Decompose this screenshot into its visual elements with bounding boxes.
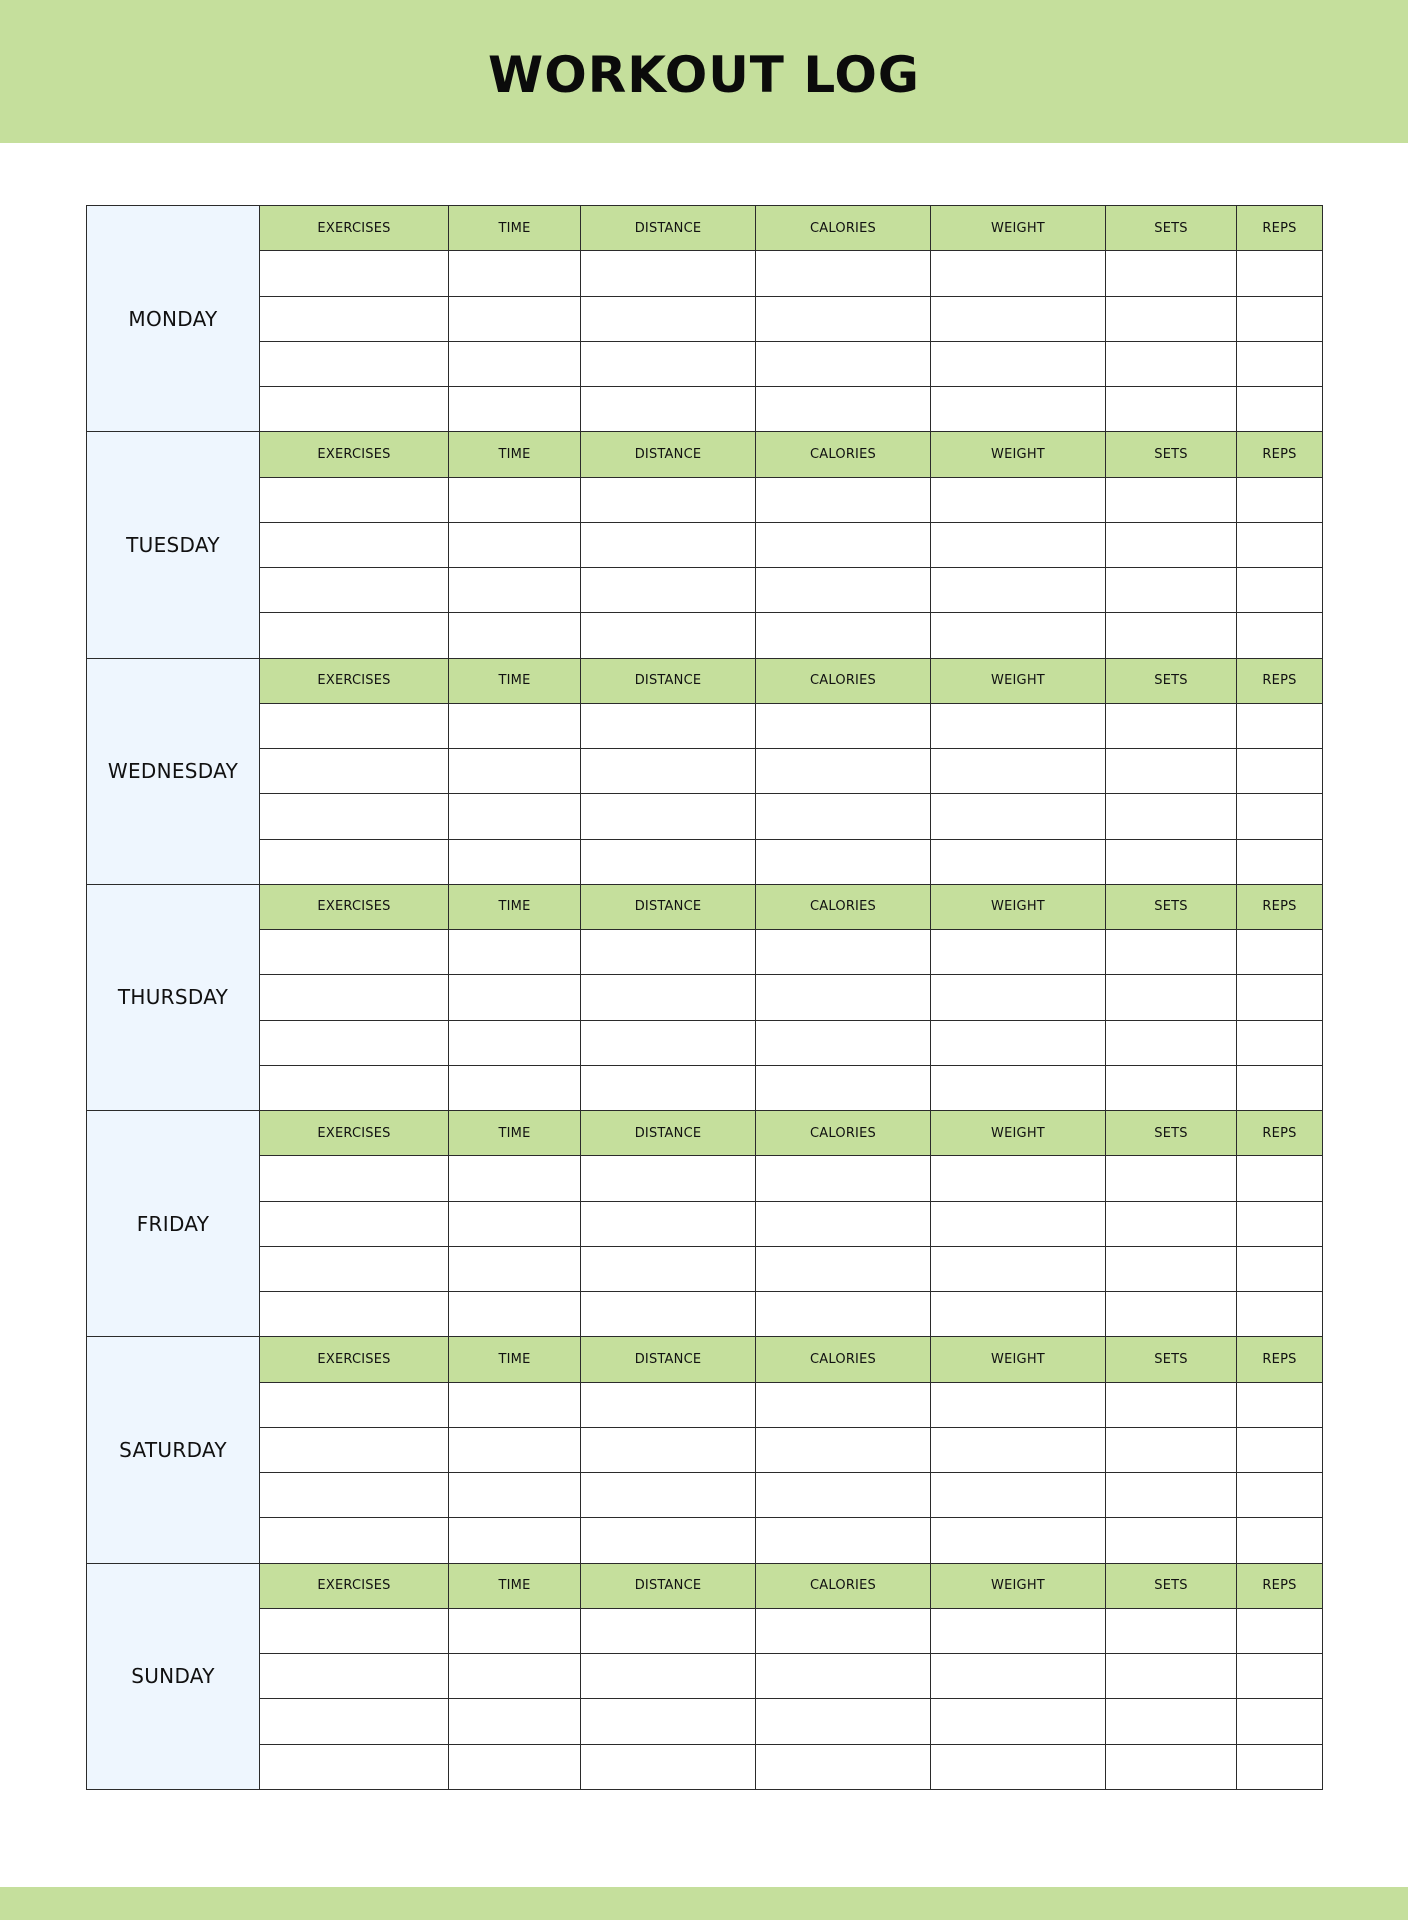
entry-cell-calories[interactable] bbox=[756, 1201, 931, 1246]
entry-cell-weight[interactable] bbox=[931, 522, 1106, 567]
entry-cell-reps[interactable] bbox=[1237, 251, 1323, 296]
entry-cell-exercises[interactable] bbox=[260, 794, 449, 839]
day-label-thursday: THURSDAY bbox=[87, 884, 260, 1110]
entry-cell-time[interactable] bbox=[449, 251, 581, 296]
workout-log-table bbox=[86, 205, 1323, 1790]
entry-cell-calories[interactable] bbox=[756, 1608, 931, 1653]
entry-cell-exercises[interactable] bbox=[260, 613, 449, 658]
column-header-sets: SETS bbox=[1106, 1111, 1237, 1156]
column-header-calories: CALORIES bbox=[756, 658, 931, 703]
entry-cell-time[interactable] bbox=[449, 1382, 581, 1427]
entry-cell-sets[interactable] bbox=[1106, 930, 1237, 975]
table-row bbox=[87, 1427, 1323, 1472]
entry-cell-distance[interactable] bbox=[581, 522, 756, 567]
entry-cell-reps[interactable] bbox=[1237, 1156, 1323, 1201]
entry-cell-weight[interactable] bbox=[931, 1201, 1106, 1246]
entry-cell-calories[interactable] bbox=[756, 794, 931, 839]
column-header-time: TIME bbox=[449, 1111, 581, 1156]
column-header-distance: DISTANCE bbox=[581, 658, 756, 703]
entry-cell-calories[interactable] bbox=[756, 1382, 931, 1427]
table-row bbox=[87, 1473, 1323, 1518]
day-header-row-monday bbox=[87, 206, 1323, 251]
table-row bbox=[87, 251, 1323, 296]
entry-cell-exercises[interactable] bbox=[260, 522, 449, 567]
entry-cell-calories[interactable] bbox=[756, 296, 931, 341]
workout-log-body bbox=[87, 206, 1323, 1790]
entry-cell-exercises[interactable] bbox=[260, 1020, 449, 1065]
entry-cell-distance[interactable] bbox=[581, 703, 756, 748]
table-row bbox=[87, 1065, 1323, 1110]
entry-cell-reps[interactable] bbox=[1237, 839, 1323, 884]
column-header-distance: DISTANCE bbox=[581, 1337, 756, 1382]
column-header-reps: REPS bbox=[1237, 1563, 1323, 1608]
column-header-reps: REPS bbox=[1237, 884, 1323, 929]
entry-cell-sets[interactable] bbox=[1106, 1744, 1237, 1789]
entry-cell-time[interactable] bbox=[449, 387, 581, 432]
entry-cell-time[interactable] bbox=[449, 1744, 581, 1789]
entry-cell-calories[interactable] bbox=[756, 1518, 931, 1563]
column-header-exercises: EXERCISES bbox=[260, 206, 449, 251]
table-row bbox=[87, 1518, 1323, 1563]
table-row bbox=[87, 1654, 1323, 1699]
column-header-sets: SETS bbox=[1106, 658, 1237, 703]
table-row bbox=[87, 1744, 1323, 1789]
entry-cell-exercises[interactable] bbox=[260, 1156, 449, 1201]
entry-cell-time[interactable] bbox=[449, 930, 581, 975]
entry-cell-calories[interactable] bbox=[756, 930, 931, 975]
entry-cell-weight[interactable] bbox=[931, 975, 1106, 1020]
entry-cell-exercises[interactable] bbox=[260, 1427, 449, 1472]
entry-cell-weight[interactable] bbox=[931, 839, 1106, 884]
column-header-weight: WEIGHT bbox=[931, 206, 1106, 251]
column-header-exercises: EXERCISES bbox=[260, 884, 449, 929]
entry-cell-distance[interactable] bbox=[581, 1699, 756, 1744]
entry-cell-sets[interactable] bbox=[1106, 1473, 1237, 1518]
column-header-time: TIME bbox=[449, 1337, 581, 1382]
entry-cell-sets[interactable] bbox=[1106, 1020, 1237, 1065]
entry-cell-sets[interactable] bbox=[1106, 1382, 1237, 1427]
column-header-weight: WEIGHT bbox=[931, 884, 1106, 929]
entry-cell-weight[interactable] bbox=[931, 251, 1106, 296]
entry-cell-reps[interactable] bbox=[1237, 749, 1323, 794]
table-row bbox=[87, 387, 1323, 432]
column-header-reps: REPS bbox=[1237, 432, 1323, 477]
entry-cell-time[interactable] bbox=[449, 296, 581, 341]
entry-cell-time[interactable] bbox=[449, 477, 581, 522]
entry-cell-reps[interactable] bbox=[1237, 613, 1323, 658]
entry-cell-weight[interactable] bbox=[931, 477, 1106, 522]
entry-cell-exercises[interactable] bbox=[260, 477, 449, 522]
entry-cell-sets[interactable] bbox=[1106, 749, 1237, 794]
table-row bbox=[87, 522, 1323, 567]
entry-cell-distance[interactable] bbox=[581, 568, 756, 613]
entry-cell-calories[interactable] bbox=[756, 341, 931, 386]
entry-cell-reps[interactable] bbox=[1237, 1201, 1323, 1246]
entry-cell-exercises[interactable] bbox=[260, 341, 449, 386]
entry-cell-sets[interactable] bbox=[1106, 296, 1237, 341]
entry-cell-reps[interactable] bbox=[1237, 703, 1323, 748]
table-row bbox=[87, 1201, 1323, 1246]
entry-cell-exercises[interactable] bbox=[260, 1608, 449, 1653]
entry-cell-distance[interactable] bbox=[581, 839, 756, 884]
entry-cell-calories[interactable] bbox=[756, 613, 931, 658]
entry-cell-distance[interactable] bbox=[581, 1518, 756, 1563]
entry-cell-time[interactable] bbox=[449, 703, 581, 748]
table-row bbox=[87, 341, 1323, 386]
column-header-distance: DISTANCE bbox=[581, 206, 756, 251]
footer-band bbox=[0, 1887, 1408, 1920]
column-header-weight: WEIGHT bbox=[931, 1111, 1106, 1156]
column-header-distance: DISTANCE bbox=[581, 884, 756, 929]
entry-cell-exercises[interactable] bbox=[260, 1201, 449, 1246]
entry-cell-exercises[interactable] bbox=[260, 568, 449, 613]
entry-cell-reps[interactable] bbox=[1237, 568, 1323, 613]
entry-cell-exercises[interactable] bbox=[260, 749, 449, 794]
entry-cell-time[interactable] bbox=[449, 1292, 581, 1337]
entry-cell-sets[interactable] bbox=[1106, 387, 1237, 432]
entry-cell-distance[interactable] bbox=[581, 1201, 756, 1246]
entry-cell-weight[interactable] bbox=[931, 568, 1106, 613]
entry-cell-distance[interactable] bbox=[581, 1246, 756, 1291]
entry-cell-distance[interactable] bbox=[581, 975, 756, 1020]
column-header-exercises: EXERCISES bbox=[260, 1111, 449, 1156]
entry-cell-time[interactable] bbox=[449, 1654, 581, 1699]
entry-cell-calories[interactable] bbox=[756, 975, 931, 1020]
entry-cell-reps[interactable] bbox=[1237, 1473, 1323, 1518]
column-header-weight: WEIGHT bbox=[931, 1563, 1106, 1608]
entry-cell-time[interactable] bbox=[449, 1473, 581, 1518]
table-row bbox=[87, 296, 1323, 341]
day-header-row-sunday bbox=[87, 1563, 1323, 1608]
table-row bbox=[87, 1020, 1323, 1065]
table-row bbox=[87, 568, 1323, 613]
column-header-reps: REPS bbox=[1237, 206, 1323, 251]
entry-cell-reps[interactable] bbox=[1237, 1744, 1323, 1789]
entry-cell-weight[interactable] bbox=[931, 1744, 1106, 1789]
entry-cell-weight[interactable] bbox=[931, 1427, 1106, 1472]
column-header-calories: CALORIES bbox=[756, 1337, 931, 1382]
entry-cell-weight[interactable] bbox=[931, 1518, 1106, 1563]
entry-cell-exercises[interactable] bbox=[260, 1382, 449, 1427]
entry-cell-time[interactable] bbox=[449, 1020, 581, 1065]
entry-cell-distance[interactable] bbox=[581, 613, 756, 658]
entry-cell-distance[interactable] bbox=[581, 1744, 756, 1789]
page-title: WORKOUT LOG bbox=[488, 45, 920, 104]
entry-cell-weight[interactable] bbox=[931, 1020, 1106, 1065]
entry-cell-calories[interactable] bbox=[756, 839, 931, 884]
table-row bbox=[87, 1699, 1323, 1744]
table-row bbox=[87, 1156, 1323, 1201]
day-header-row-wednesday bbox=[87, 658, 1323, 703]
entry-cell-weight[interactable] bbox=[931, 1699, 1106, 1744]
entry-cell-distance[interactable] bbox=[581, 477, 756, 522]
column-header-time: TIME bbox=[449, 658, 581, 703]
entry-cell-sets[interactable] bbox=[1106, 251, 1237, 296]
column-header-calories: CALORIES bbox=[756, 884, 931, 929]
table-row bbox=[87, 1292, 1323, 1337]
table-row bbox=[87, 613, 1323, 658]
entry-cell-sets[interactable] bbox=[1106, 1608, 1237, 1653]
entry-cell-distance[interactable] bbox=[581, 1654, 756, 1699]
entry-cell-calories[interactable] bbox=[756, 568, 931, 613]
entry-cell-calories[interactable] bbox=[756, 522, 931, 567]
entry-cell-calories[interactable] bbox=[756, 703, 931, 748]
entry-cell-exercises[interactable] bbox=[260, 1654, 449, 1699]
entry-cell-time[interactable] bbox=[449, 1065, 581, 1110]
entry-cell-exercises[interactable] bbox=[260, 296, 449, 341]
entry-cell-distance[interactable] bbox=[581, 387, 756, 432]
column-header-calories: CALORIES bbox=[756, 432, 931, 477]
entry-cell-exercises[interactable] bbox=[260, 839, 449, 884]
entry-cell-reps[interactable] bbox=[1237, 794, 1323, 839]
entry-cell-time[interactable] bbox=[449, 794, 581, 839]
entry-cell-weight[interactable] bbox=[931, 1246, 1106, 1291]
entry-cell-weight[interactable] bbox=[931, 1292, 1106, 1337]
entry-cell-exercises[interactable] bbox=[260, 1292, 449, 1337]
entry-cell-sets[interactable] bbox=[1106, 703, 1237, 748]
column-header-calories: CALORIES bbox=[756, 206, 931, 251]
entry-cell-exercises[interactable] bbox=[260, 975, 449, 1020]
entry-cell-sets[interactable] bbox=[1106, 1201, 1237, 1246]
entry-cell-reps[interactable] bbox=[1237, 1427, 1323, 1472]
table-row bbox=[87, 703, 1323, 748]
entry-cell-time[interactable] bbox=[449, 1246, 581, 1291]
entry-cell-reps[interactable] bbox=[1237, 387, 1323, 432]
entry-cell-reps[interactable] bbox=[1237, 477, 1323, 522]
entry-cell-weight[interactable] bbox=[931, 1382, 1106, 1427]
entry-cell-reps[interactable] bbox=[1237, 975, 1323, 1020]
column-header-sets: SETS bbox=[1106, 1563, 1237, 1608]
entry-cell-exercises[interactable] bbox=[260, 703, 449, 748]
entry-cell-calories[interactable] bbox=[756, 1427, 931, 1472]
entry-cell-calories[interactable] bbox=[756, 749, 931, 794]
column-header-sets: SETS bbox=[1106, 206, 1237, 251]
entry-cell-weight[interactable] bbox=[931, 794, 1106, 839]
column-header-weight: WEIGHT bbox=[931, 432, 1106, 477]
entry-cell-weight[interactable] bbox=[931, 1156, 1106, 1201]
entry-cell-distance[interactable] bbox=[581, 296, 756, 341]
table-row bbox=[87, 1608, 1323, 1653]
entry-cell-sets[interactable] bbox=[1106, 839, 1237, 884]
entry-cell-weight[interactable] bbox=[931, 1065, 1106, 1110]
column-header-sets: SETS bbox=[1106, 884, 1237, 929]
table-row bbox=[87, 930, 1323, 975]
entry-cell-time[interactable] bbox=[449, 613, 581, 658]
entry-cell-time[interactable] bbox=[449, 839, 581, 884]
entry-cell-distance[interactable] bbox=[581, 1427, 756, 1472]
entry-cell-weight[interactable] bbox=[931, 341, 1106, 386]
entry-cell-distance[interactable] bbox=[581, 1382, 756, 1427]
column-header-calories: CALORIES bbox=[756, 1563, 931, 1608]
entry-cell-weight[interactable] bbox=[931, 613, 1106, 658]
table-row bbox=[87, 749, 1323, 794]
entry-cell-exercises[interactable] bbox=[260, 1518, 449, 1563]
entry-cell-time[interactable] bbox=[449, 1427, 581, 1472]
entry-cell-reps[interactable] bbox=[1237, 1246, 1323, 1291]
entry-cell-distance[interactable] bbox=[581, 1292, 756, 1337]
day-label-wednesday: WEDNESDAY bbox=[87, 658, 260, 884]
entry-cell-exercises[interactable] bbox=[260, 1065, 449, 1110]
column-header-distance: DISTANCE bbox=[581, 1111, 756, 1156]
column-header-exercises: EXERCISES bbox=[260, 1563, 449, 1608]
table-row bbox=[87, 477, 1323, 522]
entry-cell-time[interactable] bbox=[449, 1156, 581, 1201]
column-header-reps: REPS bbox=[1237, 658, 1323, 703]
column-header-distance: DISTANCE bbox=[581, 1563, 756, 1608]
entry-cell-sets[interactable] bbox=[1106, 477, 1237, 522]
entry-cell-exercises[interactable] bbox=[260, 387, 449, 432]
day-header-row-tuesday bbox=[87, 432, 1323, 477]
entry-cell-reps[interactable] bbox=[1237, 1608, 1323, 1653]
entry-cell-reps[interactable] bbox=[1237, 1518, 1323, 1563]
entry-cell-time[interactable] bbox=[449, 975, 581, 1020]
column-header-time: TIME bbox=[449, 884, 581, 929]
column-header-weight: WEIGHT bbox=[931, 658, 1106, 703]
entry-cell-reps[interactable] bbox=[1237, 1020, 1323, 1065]
entry-cell-distance[interactable] bbox=[581, 930, 756, 975]
entry-cell-sets[interactable] bbox=[1106, 1156, 1237, 1201]
day-label-friday: FRIDAY bbox=[87, 1111, 260, 1337]
table-row bbox=[87, 975, 1323, 1020]
day-label-tuesday: TUESDAY bbox=[87, 432, 260, 658]
entry-cell-reps[interactable] bbox=[1237, 1382, 1323, 1427]
day-header-row-friday bbox=[87, 1111, 1323, 1156]
day-label-monday: MONDAY bbox=[87, 206, 260, 432]
entry-cell-reps[interactable] bbox=[1237, 341, 1323, 386]
entry-cell-sets[interactable] bbox=[1106, 1292, 1237, 1337]
column-header-sets: SETS bbox=[1106, 1337, 1237, 1382]
entry-cell-time[interactable] bbox=[449, 568, 581, 613]
entry-cell-weight[interactable] bbox=[931, 1473, 1106, 1518]
entry-cell-exercises[interactable] bbox=[260, 1744, 449, 1789]
entry-cell-reps[interactable] bbox=[1237, 930, 1323, 975]
entry-cell-exercises[interactable] bbox=[260, 1473, 449, 1518]
entry-cell-weight[interactable] bbox=[931, 703, 1106, 748]
day-label-saturday: SATURDAY bbox=[87, 1337, 260, 1563]
entry-cell-reps[interactable] bbox=[1237, 1292, 1323, 1337]
entry-cell-calories[interactable] bbox=[756, 1473, 931, 1518]
entry-cell-weight[interactable] bbox=[931, 930, 1106, 975]
entry-cell-distance[interactable] bbox=[581, 341, 756, 386]
entry-cell-distance[interactable] bbox=[581, 1473, 756, 1518]
column-header-exercises: EXERCISES bbox=[260, 432, 449, 477]
entry-cell-distance[interactable] bbox=[581, 1065, 756, 1110]
entry-cell-sets[interactable] bbox=[1106, 568, 1237, 613]
column-header-reps: REPS bbox=[1237, 1337, 1323, 1382]
column-header-exercises: EXERCISES bbox=[260, 658, 449, 703]
entry-cell-calories[interactable] bbox=[756, 1654, 931, 1699]
entry-cell-reps[interactable] bbox=[1237, 1065, 1323, 1110]
entry-cell-time[interactable] bbox=[449, 1608, 581, 1653]
entry-cell-calories[interactable] bbox=[756, 477, 931, 522]
entry-cell-sets[interactable] bbox=[1106, 522, 1237, 567]
entry-cell-distance[interactable] bbox=[581, 1020, 756, 1065]
day-label-sunday: SUNDAY bbox=[87, 1563, 260, 1789]
entry-cell-calories[interactable] bbox=[756, 251, 931, 296]
entry-cell-sets[interactable] bbox=[1106, 1246, 1237, 1291]
entry-cell-calories[interactable] bbox=[756, 1292, 931, 1337]
entry-cell-calories[interactable] bbox=[756, 1020, 931, 1065]
header-band bbox=[0, 0, 1408, 143]
entry-cell-calories[interactable] bbox=[756, 387, 931, 432]
column-header-time: TIME bbox=[449, 206, 581, 251]
entry-cell-reps[interactable] bbox=[1237, 296, 1323, 341]
entry-cell-weight[interactable] bbox=[931, 296, 1106, 341]
entry-cell-sets[interactable] bbox=[1106, 1699, 1237, 1744]
entry-cell-exercises[interactable] bbox=[260, 1699, 449, 1744]
entry-cell-time[interactable] bbox=[449, 1201, 581, 1246]
column-header-distance: DISTANCE bbox=[581, 432, 756, 477]
entry-cell-calories[interactable] bbox=[756, 1246, 931, 1291]
entry-cell-exercises[interactable] bbox=[260, 251, 449, 296]
entry-cell-exercises[interactable] bbox=[260, 1246, 449, 1291]
day-header-row-thursday bbox=[87, 884, 1323, 929]
entry-cell-distance[interactable] bbox=[581, 794, 756, 839]
column-header-time: TIME bbox=[449, 1563, 581, 1608]
table-row bbox=[87, 839, 1323, 884]
entry-cell-weight[interactable] bbox=[931, 387, 1106, 432]
entry-cell-sets[interactable] bbox=[1106, 975, 1237, 1020]
entry-cell-time[interactable] bbox=[449, 522, 581, 567]
entry-cell-calories[interactable] bbox=[756, 1699, 931, 1744]
entry-cell-weight[interactable] bbox=[931, 1654, 1106, 1699]
entry-cell-sets[interactable] bbox=[1106, 794, 1237, 839]
entry-cell-time[interactable] bbox=[449, 1699, 581, 1744]
column-header-weight: WEIGHT bbox=[931, 1337, 1106, 1382]
column-header-sets: SETS bbox=[1106, 432, 1237, 477]
entry-cell-calories[interactable] bbox=[756, 1065, 931, 1110]
table-row bbox=[87, 1246, 1323, 1291]
entry-cell-sets[interactable] bbox=[1106, 1427, 1237, 1472]
entry-cell-exercises[interactable] bbox=[260, 930, 449, 975]
entry-cell-reps[interactable] bbox=[1237, 1654, 1323, 1699]
entry-cell-sets[interactable] bbox=[1106, 1654, 1237, 1699]
column-header-exercises: EXERCISES bbox=[260, 1337, 449, 1382]
entry-cell-time[interactable] bbox=[449, 341, 581, 386]
entry-cell-sets[interactable] bbox=[1106, 1518, 1237, 1563]
entry-cell-distance[interactable] bbox=[581, 1608, 756, 1653]
entry-cell-sets[interactable] bbox=[1106, 1065, 1237, 1110]
entry-cell-time[interactable] bbox=[449, 749, 581, 794]
entry-cell-weight[interactable] bbox=[931, 749, 1106, 794]
entry-cell-sets[interactable] bbox=[1106, 341, 1237, 386]
entry-cell-distance[interactable] bbox=[581, 1156, 756, 1201]
column-header-reps: REPS bbox=[1237, 1111, 1323, 1156]
entry-cell-time[interactable] bbox=[449, 1518, 581, 1563]
entry-cell-weight[interactable] bbox=[931, 1608, 1106, 1653]
entry-cell-sets[interactable] bbox=[1106, 613, 1237, 658]
entry-cell-distance[interactable] bbox=[581, 749, 756, 794]
entry-cell-distance[interactable] bbox=[581, 251, 756, 296]
table-row bbox=[87, 1382, 1323, 1427]
entry-cell-reps[interactable] bbox=[1237, 1699, 1323, 1744]
column-header-time: TIME bbox=[449, 432, 581, 477]
entry-cell-reps[interactable] bbox=[1237, 522, 1323, 567]
table-row bbox=[87, 794, 1323, 839]
column-header-calories: CALORIES bbox=[756, 1111, 931, 1156]
entry-cell-calories[interactable] bbox=[756, 1156, 931, 1201]
entry-cell-calories[interactable] bbox=[756, 1744, 931, 1789]
day-header-row-saturday bbox=[87, 1337, 1323, 1382]
